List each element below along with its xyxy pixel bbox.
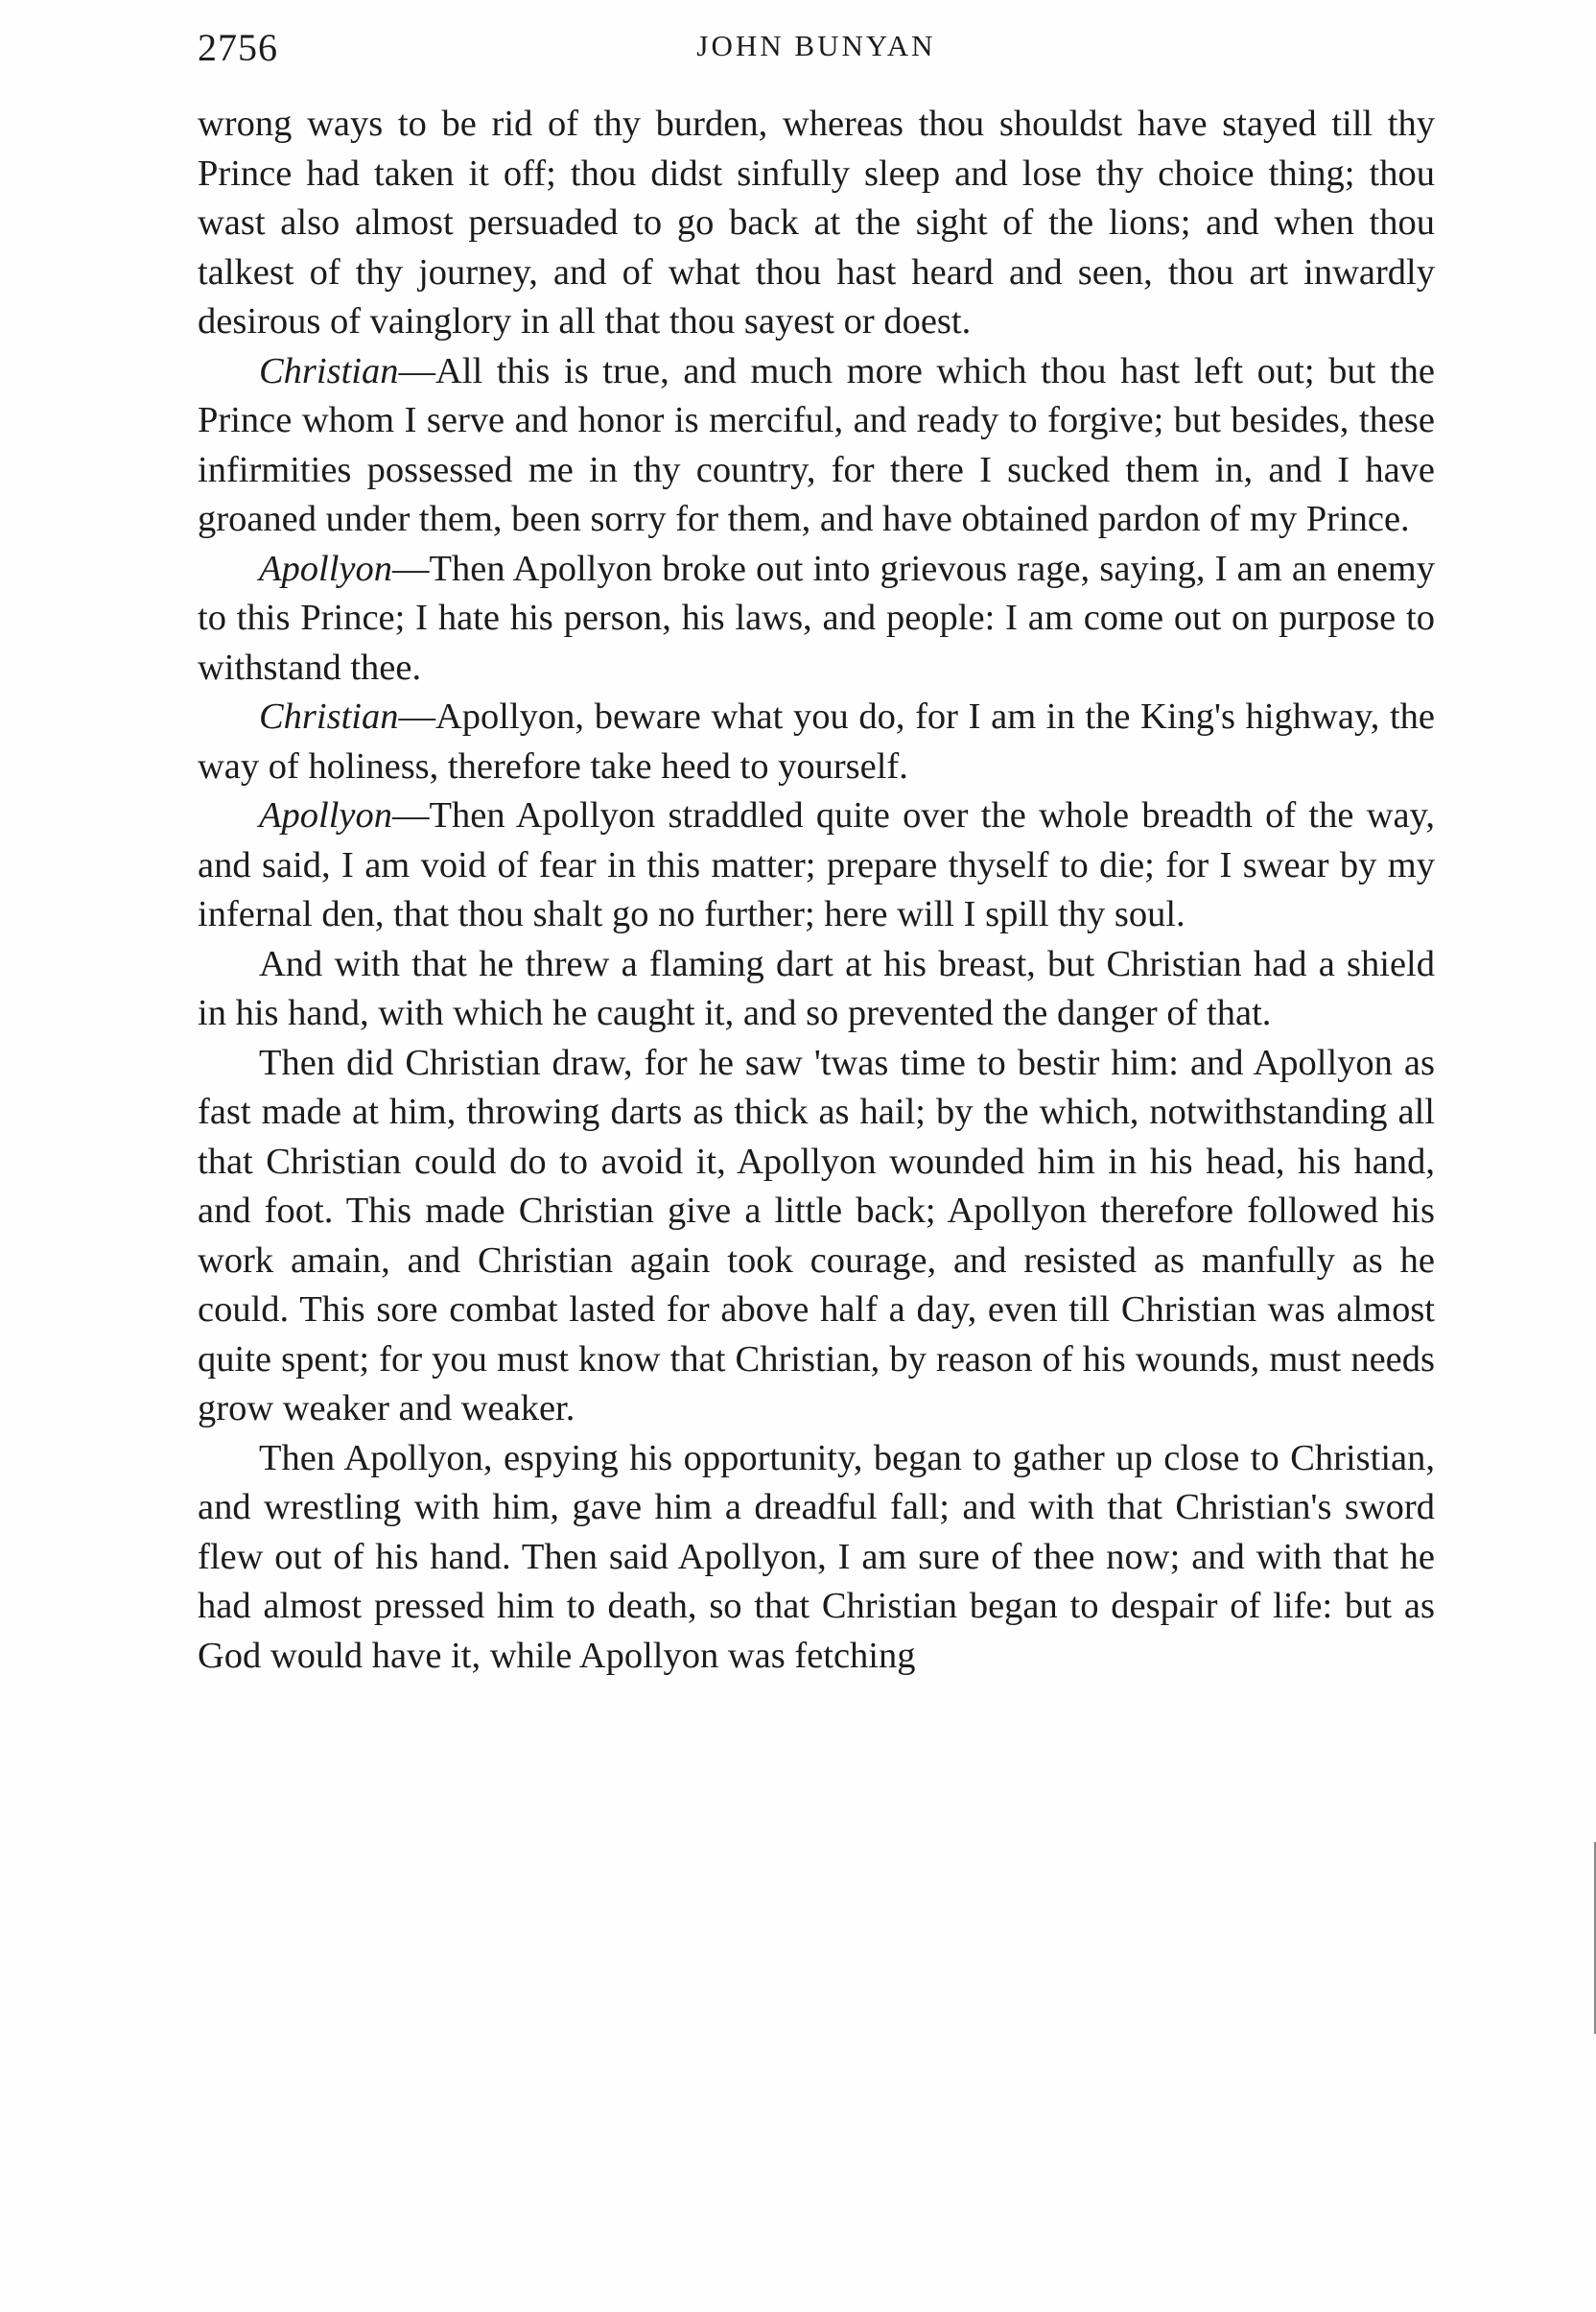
page-number: 2756 <box>198 26 278 69</box>
body-text <box>198 100 1435 1681</box>
paragraph-7 <box>198 1039 1435 1434</box>
speaker-name: Apollyon <box>259 795 392 836</box>
paragraph-text: Then did Christian draw, for he saw 'twas time to bestir him: and Apollyon as fast made at him, throwing darts as thick as hail; by the which, notwithstanding all that Christian could do to avoid it, Apollyon wounded him in his head, his hand, and foot. This made Christian give a little back; Apollyon therefore followed his work amain, and Christian again took courage, and resisted as manfully as he could. This sore combat lasted for above half a day, even till Christian was almost quite spent; for you must know that Christian, by reason of his wounds, must needs grow weaker and weaker. <box>198 1042 1435 1428</box>
paragraph-5 <box>198 791 1435 940</box>
paragraph-4 <box>198 693 1435 791</box>
running-head: JOHN BUNYAN <box>696 29 936 62</box>
speaker-name: Christian <box>259 350 399 391</box>
page-header <box>198 17 1435 75</box>
paragraph-text: Then Apollyon broke out into grievous rage, saying, I am an enemy to this Prince; I hate his person, his laws, and people: I am come out on purpose to withstand thee. <box>198 548 1435 688</box>
paragraph-6 <box>198 940 1435 1039</box>
paragraph-3 <box>198 545 1435 694</box>
paragraph-text: Apollyon, beware what you do, for I am in the King's highway, the way of holiness, therefore take heed to yourself. <box>198 696 1435 787</box>
paragraph-2 <box>198 347 1435 545</box>
paragraph-text: And with that he threw a flaming dart at his breast, but Christian had a shield in his hand, with which he caught it, and so prevented the danger of that. <box>198 943 1435 1033</box>
speaker-dash: — <box>392 795 430 836</box>
paragraph-1 <box>198 100 1435 347</box>
speaker-name: Apollyon <box>259 548 392 589</box>
speaker-name: Christian <box>259 696 399 737</box>
paragraph-text: All this is true, and much more which thou hast left out; but the Prince whom I serve and honor is merciful, and ready to forgive; but besides, these infirmities possessed me in thy country, for there I sucked them in, and I have groaned under them, been sorry for them, and have obtained pardon of my Prince. <box>198 350 1435 539</box>
paragraph-8 <box>198 1434 1435 1682</box>
paragraph-text: Then Apollyon, espying his opportunity, began to gather up close to Christian, and wrestling with him, gave him a dreadful fall; and with that Christian's sword flew out of his hand. Then said Apollyon, I am sure of thee now; and with that he had almost pressed him to death, so that Christian began to despair of life: but as God would have it, while Apollyon was fetching <box>198 1437 1435 1676</box>
speaker-dash: — <box>392 548 430 589</box>
paragraph-text: Then Apollyon straddled quite over the whole breadth of the way, and said, I am void of fear in this matter; prepare thyself to die; for I swear by my infernal den, that thou shalt go no further; here will I spill thy soul. <box>198 795 1435 934</box>
paragraph-text: wrong ways to be rid of thy burden, whereas thou shouldst have stayed till thy Prince had taken it off; thou didst sinfully sleep and lose thy choice thing; thou wast also almost persuaded to go back at the sight of the lions; and when thou talkest of thy journey, and of what thou hast heard and seen, thou art inwardly desirous of vainglory in all that thou sayest or doest. <box>198 104 1435 342</box>
speaker-dash: — <box>398 696 435 737</box>
speaker-dash: — <box>398 350 435 391</box>
